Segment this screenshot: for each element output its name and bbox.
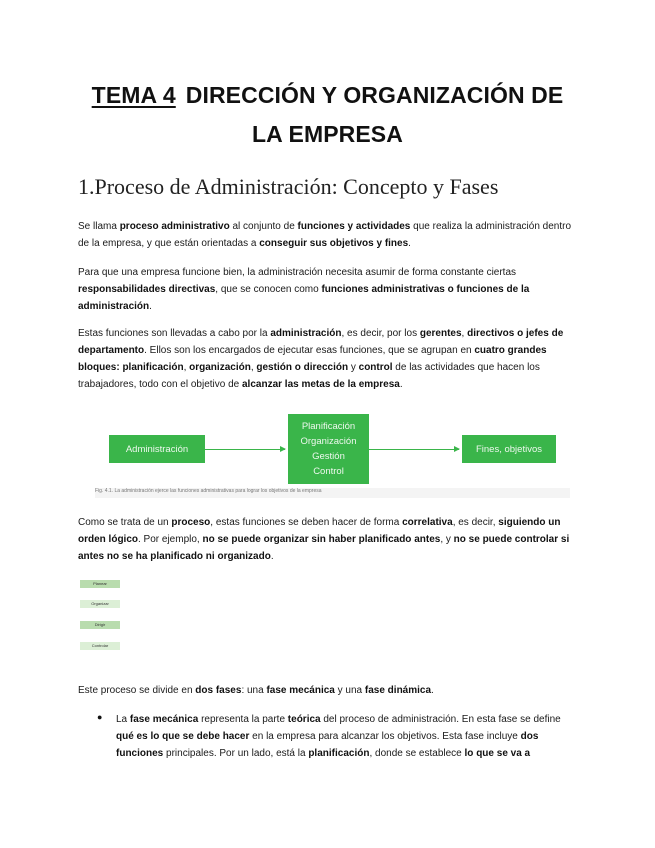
paragraph-responsibilities (78, 264, 578, 315)
mini-table-row (80, 610, 120, 618)
text-run: , (250, 362, 257, 373)
diagram-arrow-1 (205, 449, 285, 450)
diagram-box-administracion: Administración (109, 435, 205, 463)
bold-text-run: gestión o dirección (256, 362, 349, 373)
text-run: Este proceso se divide en (78, 685, 196, 696)
bold-text-run: responsabilidades directivas (78, 284, 216, 295)
bold-text-run: qué es lo que se debe hacer (116, 731, 250, 742)
text-run: . (149, 301, 152, 312)
text-run: de las actividades que hacen los trabajadores, todo con el objetivo de (78, 362, 540, 390)
bold-text-run: planificación (308, 748, 370, 759)
bold-text-run: directivos o jefes de departamento (78, 328, 564, 356)
text-run: . Por ejemplo, (138, 534, 203, 545)
bold-text-run: conseguir sus objetivos y fines (259, 238, 409, 249)
text-run: y (348, 362, 359, 373)
bullet-marker: ● (97, 712, 103, 722)
bold-text-run: lo que se va a (464, 748, 531, 759)
text-run: al conjunto de (229, 221, 298, 232)
text-run: . (399, 379, 403, 390)
text-run: . (431, 685, 434, 696)
text-run: , y (440, 534, 454, 545)
text-run: que realiza la administración dentro de la empresa, y que están orientadas a (78, 221, 572, 249)
diagram-function-label: Control (313, 466, 344, 477)
bold-text-run: alcanzar las metas de la empresa (242, 379, 400, 390)
text-run: , (461, 328, 468, 339)
diagram-function-label: Gestión (312, 451, 345, 462)
diagram-function-label: Organización (300, 436, 357, 447)
paragraph-process-order (78, 514, 578, 565)
bold-text-run: organización (189, 362, 251, 373)
bold-text-run: fase dinámica (364, 685, 432, 696)
text-run: representa la parte (198, 714, 288, 725)
diagram-function-label: Planificación (301, 421, 356, 432)
mini-table-row (80, 589, 120, 597)
bold-text-run: correlativa (402, 517, 453, 528)
text-run: La (116, 714, 130, 725)
mini-table-row (80, 631, 120, 639)
paragraph-functions (78, 325, 578, 393)
text-run: . (270, 551, 274, 562)
diagram-box-functions (288, 414, 369, 484)
bold-text-run: proceso administrativo (119, 221, 230, 232)
bold-text-run: administración (270, 328, 342, 339)
title-text-1: DIRECCIÓN Y ORGANIZACIÓN DE (185, 82, 564, 108)
diagram-box-fines: Fines, objetivos (462, 435, 556, 463)
mini-table-image (80, 580, 120, 660)
mini-table-row (80, 652, 120, 660)
text-run: : una (241, 685, 267, 696)
text-run: y una (334, 685, 365, 696)
bold-text-run: proceso (171, 517, 211, 528)
bold-text-run: dos funciones (116, 731, 539, 759)
bold-text-run: funciones y actividades (297, 221, 411, 232)
document-title-line-1 (0, 82, 655, 109)
process-diagram (95, 408, 570, 498)
text-run: principales. Por un lado, está la (163, 748, 309, 759)
text-run: , estas funciones se deben hacer de forma (210, 517, 403, 528)
topic-number: TEMA 4 (91, 82, 176, 108)
text-run: , es decir, (452, 517, 499, 528)
bold-text-run: fase mecánica (266, 685, 335, 696)
text-run: en la empresa para alcanzar los objetivos. Esta fase incluye (249, 731, 521, 742)
text-run: , que se conocen como (215, 284, 322, 295)
bold-text-run: fase mecánica (129, 714, 199, 725)
diagram-caption: Fig. 4.1. La administración ejerce las funciones administrativas para lograr los objetivos de la empresa (95, 488, 570, 498)
text-run: , donde se establece (369, 748, 465, 759)
bold-text-run: funciones administrativas o funciones de la administración (78, 284, 530, 312)
diagram-arrow-2 (369, 449, 459, 450)
mini-table-row: Planear (80, 580, 120, 588)
text-run: Para que una empresa funcione bien, la administración necesita asumir de forma constante ciertas (78, 267, 517, 278)
text-run: Como se trata de un (78, 517, 172, 528)
text-run: Estas funciones son llevadas a cabo por la (78, 328, 271, 339)
section-heading: 1.Proceso de Administración: Concepto y Fases (78, 174, 499, 199)
bold-text-run: gerentes (419, 328, 462, 339)
document-title-line-2: LA EMPRESA (252, 121, 403, 147)
mini-table-row: Controlar (80, 642, 120, 650)
mini-table-row: Organizar (80, 600, 120, 608)
paragraph-definition (78, 218, 578, 252)
text-run: Se llama (78, 221, 120, 232)
text-run: . Ellos son los encargados de ejecutar esas funciones, que se agrupan en (144, 345, 475, 356)
text-run: , es decir, por los (341, 328, 420, 339)
bold-text-run: no se puede organizar sin haber planificado antes (202, 534, 441, 545)
bold-text-run: dos fases (195, 685, 242, 696)
text-run: del proceso de administración. En esta fase se define (320, 714, 561, 725)
bold-text-run: siguiendo un orden lógico (78, 517, 561, 545)
mini-table-row: Dirigir (80, 621, 120, 629)
bold-text-run: teórica (287, 714, 321, 725)
text-run: . (408, 238, 411, 249)
bold-text-run: cuatro grandes bloques: planificación (78, 345, 547, 373)
bold-text-run: no se puede controlar si antes no se ha planificado ni organizado (78, 534, 570, 562)
text-run: , (183, 362, 190, 373)
paragraph-mechanical-phase (116, 711, 576, 762)
paragraph-phases (78, 682, 578, 699)
bold-text-run: control (358, 362, 393, 373)
